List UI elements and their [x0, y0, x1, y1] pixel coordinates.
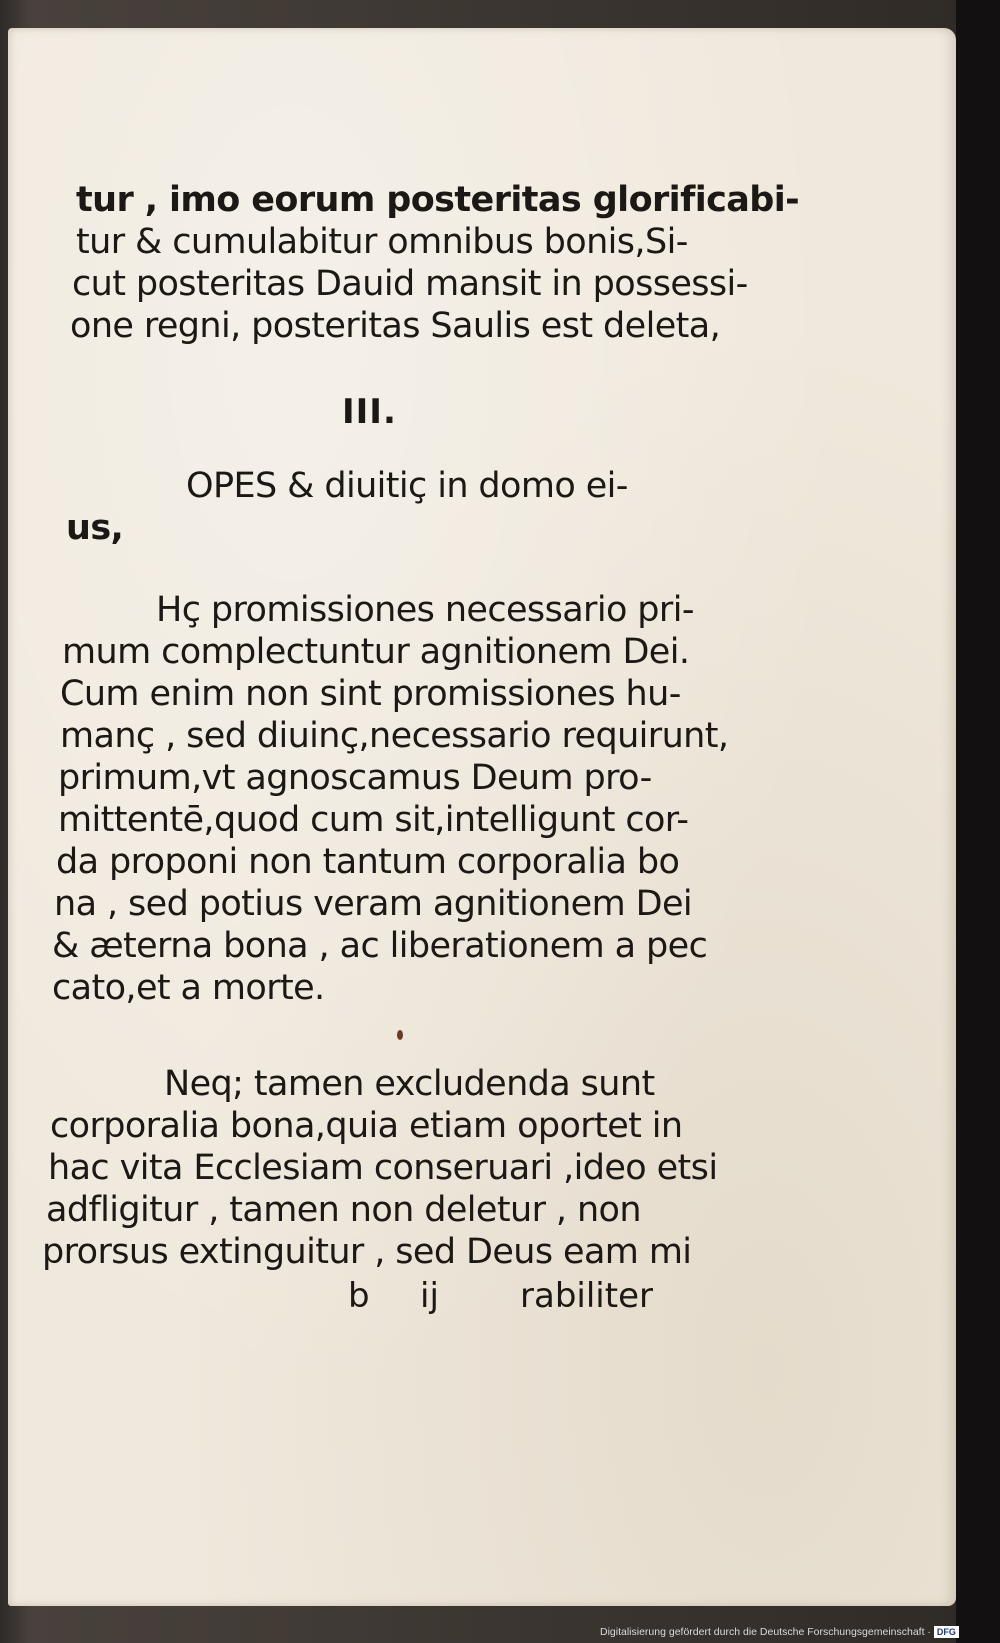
signature-number: ij [420, 1276, 439, 1316]
text-line: manç , sed diuinç,necessario requirunt, [60, 716, 729, 756]
signature-letter: b [348, 1276, 370, 1316]
text-line: mittentē,quod cum sit,intelligunt cor- [58, 800, 689, 840]
text-line: prorsus extinguitur , sed Deus eam mi [42, 1232, 692, 1272]
heading-line: us, [66, 508, 124, 548]
credit-text: Digitalisierung gefördert durch die Deutsche Forschungsgemeinschaft · [600, 1626, 931, 1638]
text-line: mum complectuntur agnitionem Dei. [62, 632, 690, 672]
text-line: one regni, posteritas Saulis est deleta, [70, 306, 721, 346]
text-line: adfligitur , tamen non deletur , non [46, 1190, 641, 1230]
text-line: Neq; tamen excludenda sunt [164, 1064, 655, 1104]
text-line: Cum enim non sint promissiones hu- [60, 674, 681, 714]
text-line: Hç promissiones necessario pri- [156, 590, 694, 630]
text-line: tur , imo eorum posteritas glorificabi- [76, 180, 800, 220]
dfg-logo: DFG [934, 1626, 959, 1638]
digitization-credit [600, 1624, 959, 1640]
scan-edge [956, 0, 1000, 1643]
text-line: cut posteritas Dauid mansit in possessi- [72, 264, 748, 304]
text-line: cato,et a morte. [52, 968, 325, 1008]
text-line: tur & cumulabitur omnibus bonis,Si- [76, 222, 688, 262]
text-line: hac vita Ecclesiam conseruari ,ideo etsi [48, 1148, 718, 1188]
text-line: corporalia bona,quia etiam oportet in [50, 1106, 683, 1146]
catchword: rabiliter [520, 1276, 653, 1316]
ink-spot [397, 1030, 403, 1040]
text-line: & æterna bona , ac liberationem a pec [52, 926, 708, 966]
heading-line: OPES & diuitiç in domo ei- [186, 466, 628, 506]
text-line: da proponi non tantum corporalia bo [56, 842, 680, 882]
text-line: na , sed potius veram agnitionem Dei [54, 884, 693, 924]
section-number: III. [342, 392, 397, 432]
text-line: primum,vt agnoscamus Deum pro- [58, 758, 652, 798]
